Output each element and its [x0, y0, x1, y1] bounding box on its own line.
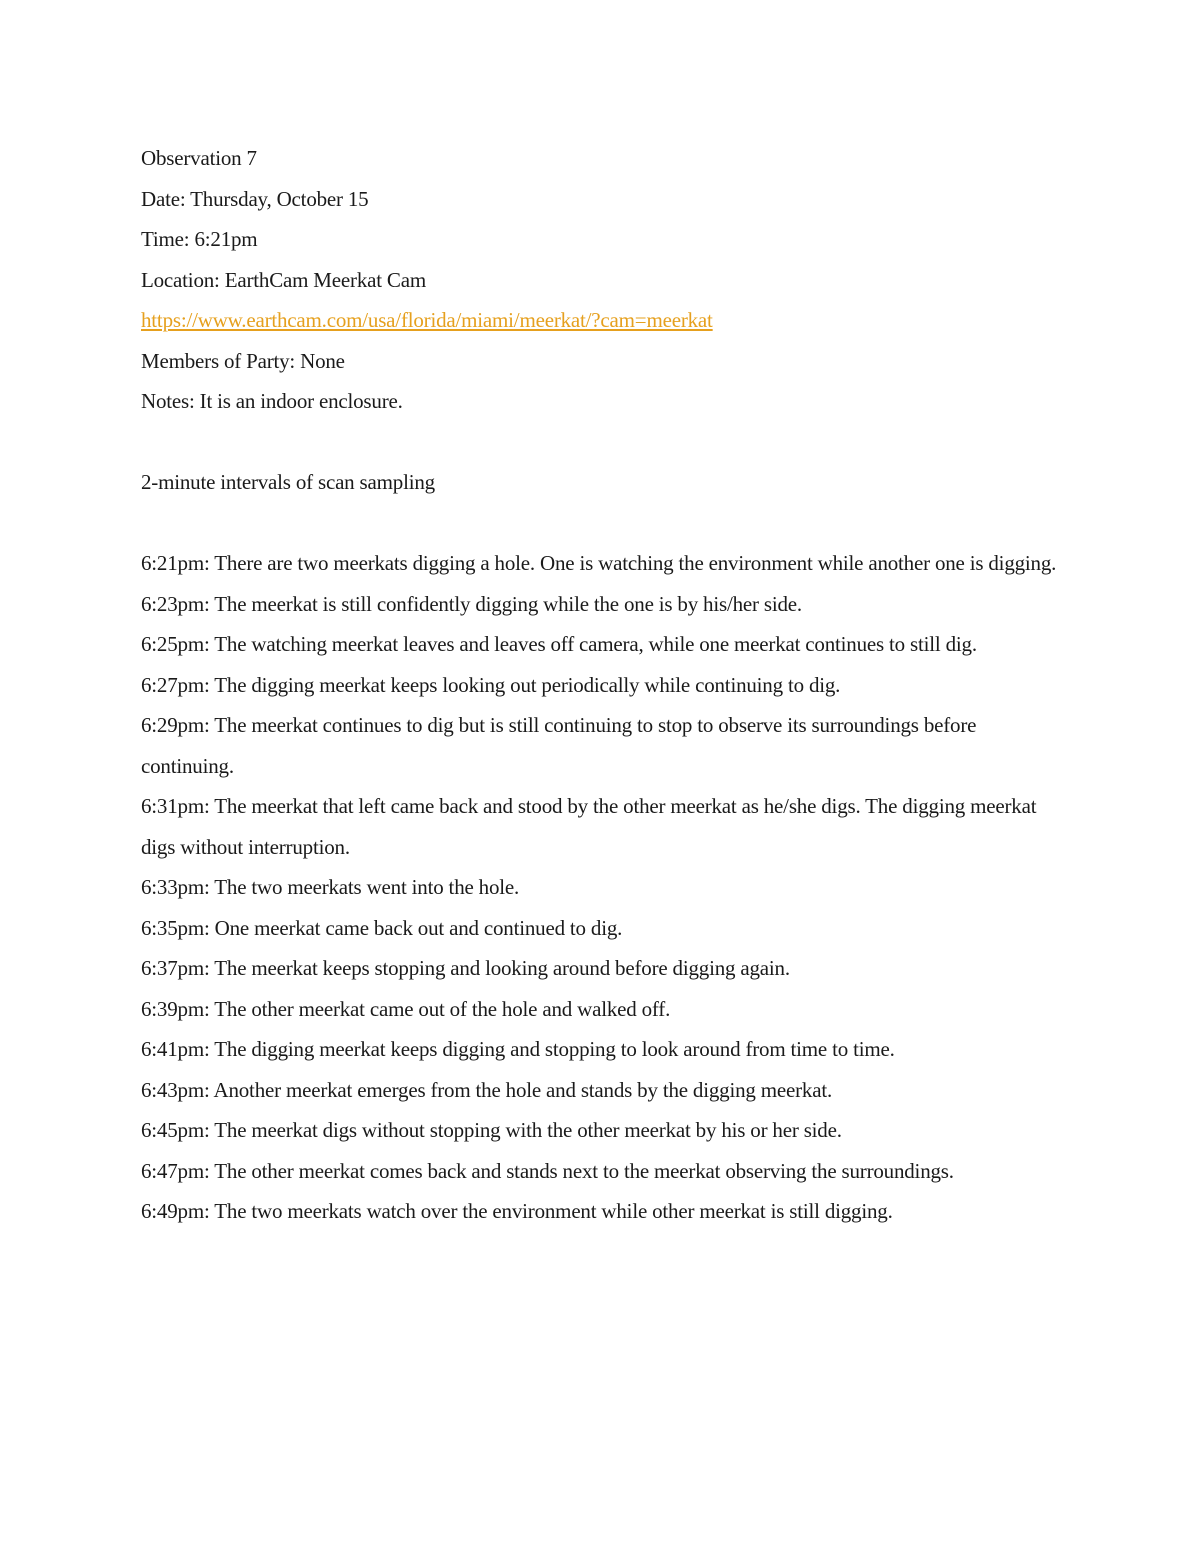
log-entry: 6:25pm: The watching meerkat leaves and leaves off camera, while one meerkat continues to still dig. — [141, 632, 977, 656]
log-entry: 6:39pm: The other meerkat came out of the hole and walked off. — [141, 996, 671, 1021]
observation-time: Time: 6:21pm — [141, 227, 258, 251]
log-entry: 6:35pm: One meerkat came back out and continued to dig. — [141, 915, 623, 940]
document-page — [141, 138, 1071, 1232]
spacer — [141, 503, 1071, 544]
log-entry: 6:43pm: Another meerkat emerges from the hole and stands by the digging meerkat. — [141, 1077, 833, 1102]
earthcam-link[interactable]: https://www.earthcam.com/usa/florida/miami/meerkat/?cam=meerkat — [141, 308, 713, 332]
observation-notes: Notes: It is an indoor enclosure. — [141, 389, 403, 413]
log-entry: 6:45pm: The meerkat digs without stopping with the other meerkat by his or her side. — [141, 1118, 842, 1142]
observation-date: Date: Thursday, October 15 — [141, 186, 369, 211]
log-entry: 6:49pm: The two meerkats watch over the environment while other meerkat is still digging. — [141, 1199, 893, 1223]
log-entry: 6:31pm: The meerkat that left came back and stood by the other meerkat as he/she digs. The digging meerkat digs without interruption. — [141, 794, 1037, 859]
observation-log — [141, 543, 1071, 1232]
log-entry: 6:37pm: The meerkat keeps stopping and looking around before digging again. — [141, 956, 790, 980]
sampling-method: 2-minute intervals of scan sampling — [141, 470, 435, 494]
log-entry: 6:21pm: There are two meerkats digging a hole. One is watching the environment while another one is digging. — [141, 551, 1057, 575]
log-entry: 6:41pm: The digging meerkat keeps digging and stopping to look around from time to time. — [141, 1037, 895, 1061]
observation-location: Location: EarthCam Meerkat Cam — [141, 267, 426, 292]
log-entry: 6:23pm: The meerkat is still confidently digging while the one is by his/her side. — [141, 591, 802, 616]
log-entry: 6:29pm: The meerkat continues to dig but is still continuing to stop to observe its surroundings before continuing. — [141, 713, 977, 778]
members-of-party: Members of Party: None — [141, 348, 345, 373]
observation-title: Observation 7 — [141, 146, 257, 170]
log-entry: 6:47pm: The other meerkat comes back and stands next to the meerkat observing the surroundings. — [141, 1158, 954, 1183]
log-entry: 6:27pm: The digging meerkat keeps looking out periodically while continuing to dig. — [141, 672, 841, 697]
spacer — [141, 422, 1071, 463]
link-line — [141, 300, 1071, 341]
log-entry: 6:33pm: The two meerkats went into the hole. — [141, 875, 520, 899]
